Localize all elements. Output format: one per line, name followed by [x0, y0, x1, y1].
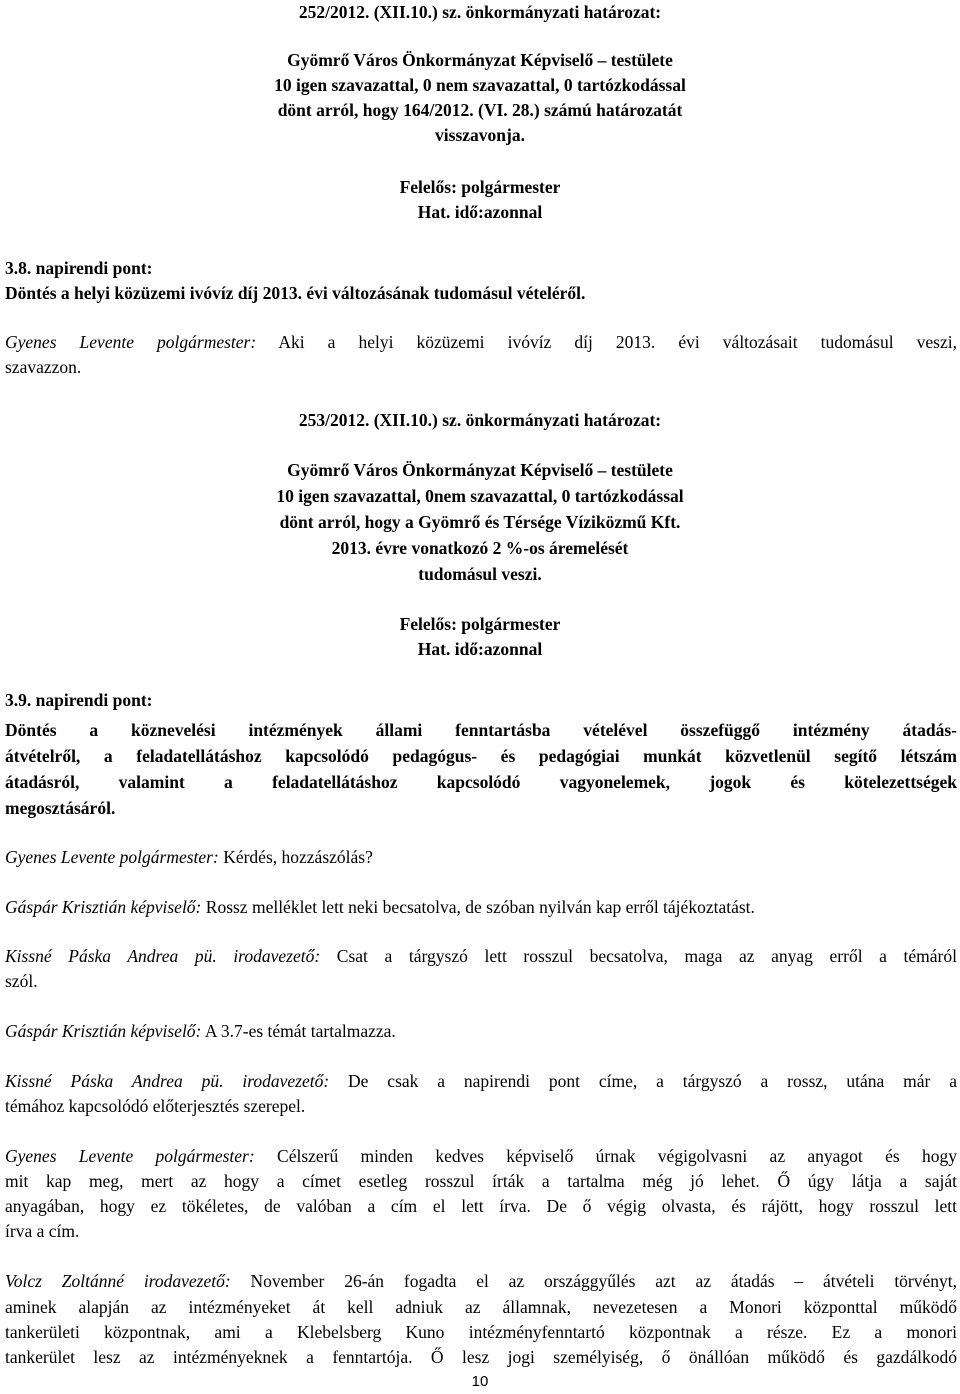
speech-text: szavazzon. [5, 357, 82, 377]
speaker-name: Kissné Páska Andrea pü. irodavezető: [5, 1071, 330, 1091]
resolution-252-responsible: Felelős: polgármester [399, 177, 561, 197]
agenda-3-9-title-line: Döntés a köznevelési intézmények állami fenntartásba vételével összefüggő intézmény átadás- [5, 720, 957, 740]
resolution-253-line: dönt arról, hogy a Gyömrő és Térsége Víziközmű Kft. [279, 512, 681, 532]
speech-paragraph [5, 330, 957, 354]
speech-paragraph [5, 1019, 960, 1043]
speaker-name: Gáspár Krisztián képviselő: [5, 897, 202, 917]
speech-text: Aki a helyi közüzemi ivóvíz díj 2013. évi változásait tudomásul veszi, [278, 332, 957, 352]
speech-text: Csat a tárgyszó lett rosszul becsatolva, maga az anyag erről a témáról [336, 946, 957, 966]
speech-text: mit kap meg, mert az hogy a címet esetleg rosszul írták a tartalma még jó lehet. Ő úgy látja a saját [5, 1171, 957, 1191]
speech-text: Rossz melléklet lett neki becsatolva, de szóban nyilván kap erről tájékoztatást. [205, 897, 755, 917]
speech-paragraph [5, 1269, 957, 1293]
speech-paragraph [5, 944, 957, 968]
resolution-252-deadline: Hat. idő:azonnal [417, 202, 543, 222]
resolution-253-line: Gyömrő Város Önkormányzat Képviselő – testülete [287, 460, 673, 480]
speech-paragraph [5, 1144, 957, 1168]
resolution-253-line: tudomásul veszi. [418, 564, 542, 584]
speech-text: Célszerű minden kedves képviselő úrnak végigolvasni az anyagot és hogy [277, 1146, 957, 1166]
speaker-name: Kissné Páska Andrea pü. irodavezető: [5, 946, 321, 966]
speaker-name: Gáspár Krisztián képviselő: [5, 1021, 202, 1041]
agenda-3-9-title-line: átvételről, a feladatellátáshoz kapcsolódó pedagógus- és pedagógiai munkát közvetlenül segítő létszám [5, 746, 957, 766]
speech-text: A 3.7-es témát tartalmazza. [204, 1021, 396, 1041]
speaker-name: Gyenes Levente polgármester: [5, 847, 219, 867]
speech-text: De csak a napirendi pont címe, a tárgyszó a rossz, utána már a [348, 1071, 957, 1091]
resolution-252-line: visszavonja. [435, 125, 525, 145]
speech-text: November 26-án fogadta el az országgyűlés azt az átadás – átvételi törvényt, [250, 1271, 957, 1291]
speech-text: írva a cím. [5, 1221, 80, 1241]
resolution-252-line: 10 igen szavazattal, 0 nem szavazattal, 0 tartózkodással [274, 75, 686, 95]
speech-paragraph [5, 895, 960, 919]
speaker-name: Volcz Zoltánné irodavezető: [5, 1271, 231, 1291]
speaker-name: Gyenes Levente polgármester: [5, 332, 257, 352]
speech-text: anyagában, hogy ez tökéletes, de valóban a cím el lett írva. De ő végig olvasta, és rájött, hogy rosszul lett [5, 1196, 957, 1216]
resolution-252-title: 252/2012. (XII.10.) sz. önkormányzati határozat: [298, 2, 662, 22]
resolution-253-responsible: Felelős: polgármester [399, 614, 561, 634]
agenda-3-8-heading: 3.8. napirendi pont: [5, 258, 153, 278]
resolution-253-deadline: Hat. idő:azonnal [417, 639, 543, 659]
speech-text: Kérdés, hozzászólás? [223, 847, 373, 867]
speech-text: szól. [5, 971, 38, 991]
resolution-253-title: 253/2012. (XII.10.) sz. önkormányzati határozat: [298, 410, 662, 430]
speech-text: tankerület lesz az intézményeknek a fenntartója. Ő lesz jogi személyiség, ő önállóan működő és gazdálkodó [5, 1347, 957, 1367]
speech-paragraph [5, 1069, 957, 1093]
resolution-252-line: Gyömrő Város Önkormányzat Képviselő – testülete [287, 50, 673, 70]
resolution-253-line: 10 igen szavazattal, 0nem szavazattal, 0 tartózkodással [276, 486, 684, 506]
resolution-252-line: dönt arról, hogy 164/2012. (VI. 28.) számú határozatát [277, 100, 683, 120]
page-number: 10 [471, 1373, 489, 1390]
agenda-3-9-title-line: megosztásáról. [5, 798, 116, 818]
speaker-name: Gyenes Levente polgármester: [5, 1146, 255, 1166]
agenda-3-9-heading: 3.9. napirendi pont: [5, 690, 153, 710]
speech-paragraph [5, 845, 960, 869]
agenda-3-9-title-line: átadásról, valamint a feladatellátáshoz kapcsolódó vagyonelemek, jogok és kötelezettségek [5, 772, 957, 792]
speech-text: témához kapcsolódó előterjesztés szerepel. [5, 1096, 306, 1116]
speech-text: tankerületi központnak, ami a Klebelsberg Kuno intézményfenntartó központnak a része. Ez a monori [5, 1322, 957, 1342]
resolution-253-line: 2013. évre vonatkozó 2 %-os áremelését [331, 538, 629, 558]
agenda-3-8-title: Döntés a helyi közüzemi ivóvíz díj 2013. évi változásának tudomásul vételéről. [5, 283, 586, 303]
speech-text: aminek alapján az intézményeket át kell adniuk az államnak, nevezetesen a Monori központtal működő [5, 1297, 957, 1317]
